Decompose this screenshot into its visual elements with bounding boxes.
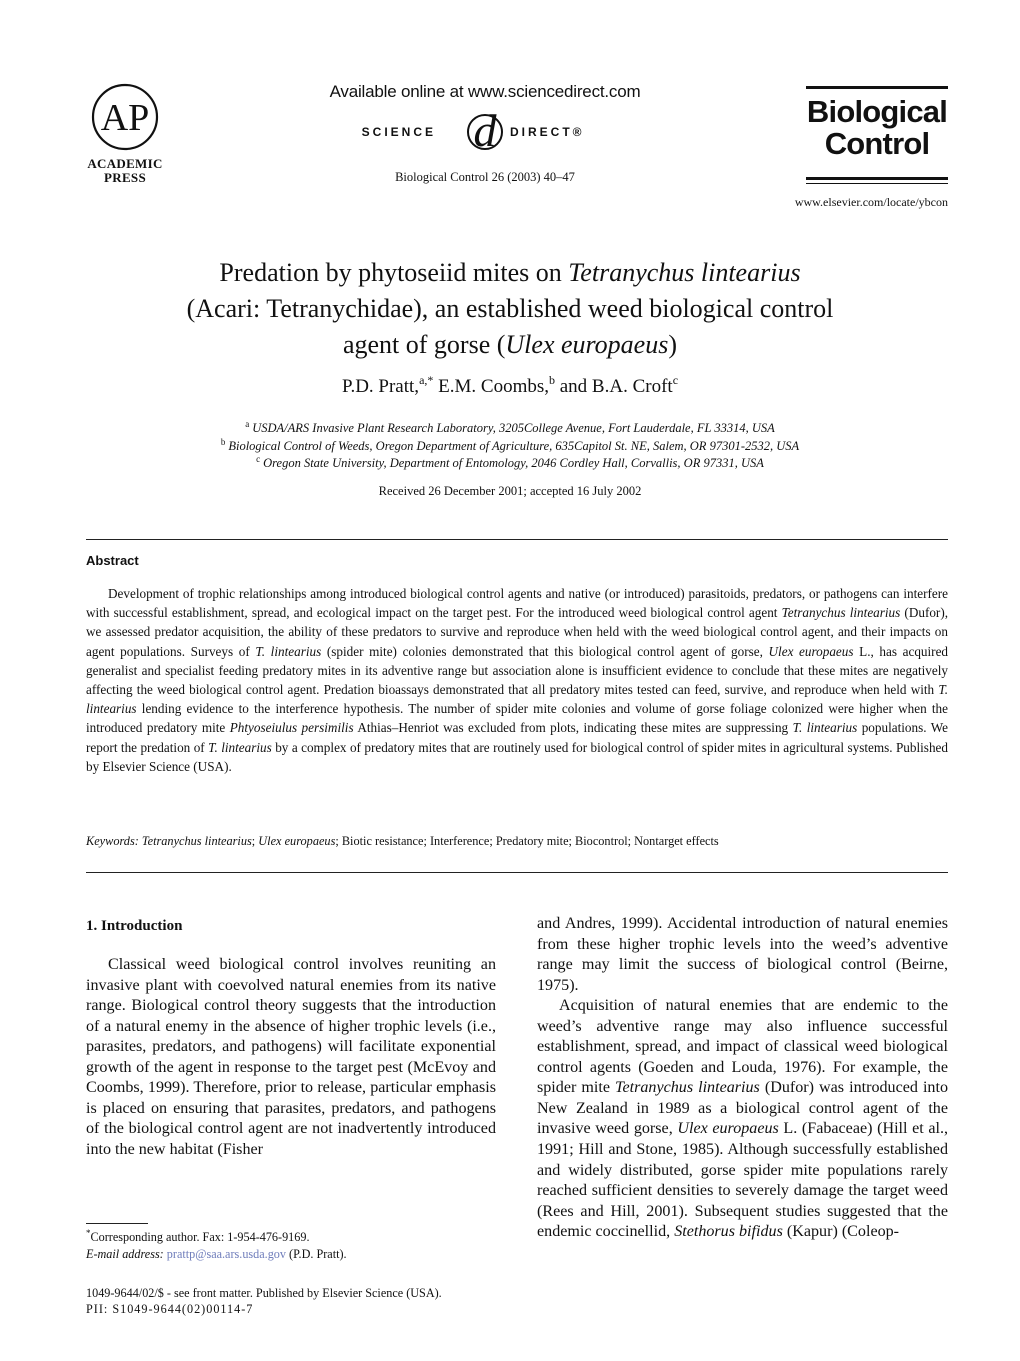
author-name: E.M. Coombs, xyxy=(438,376,549,397)
left-column xyxy=(86,914,496,1160)
affiliations xyxy=(86,420,934,473)
affiliation: $^b$ Biological Control of Weeds, Oregon Department of Agriculture, 635Capitol St. NE, Salem, OR 97301-2532, USA xyxy=(220,436,800,453)
keyword-list: ; Biotic resistance; Interference; Predatory mite; Biocontrol; Nontarget effects xyxy=(335,834,719,848)
keyword: Ulex europaeus xyxy=(258,834,336,848)
journal-title-rule-top xyxy=(806,86,948,89)
journal-title-line1: Biological xyxy=(806,94,948,129)
journal-title xyxy=(806,96,948,160)
front-matter-note: 1049-9644/02/$ - see front matter. Published by Elsevier Science (USA). xyxy=(86,1286,442,1300)
keywords: Keywords: Tetranychus lintearius; Ulex europaeus; Biotic resistance; Interference; Predatory mite; Biocontrol; Nontarget effects xyxy=(86,834,719,848)
author-name: P.D. Pratt, xyxy=(341,376,420,397)
right-column xyxy=(537,914,948,1243)
journal-reference: Biological Control 26 (2003) 40–47 xyxy=(395,170,575,184)
available-online-text: Available online at www.sciencedirect.com xyxy=(329,82,641,101)
svg-text:AP: AP xyxy=(100,97,150,139)
article-title xyxy=(86,255,934,363)
affiliation: $^c$ Oregon State University, Department of Entomology, 2046 Cordley Hall, Corvallis, OR 97331, USA xyxy=(256,454,764,470)
author-affil-mark[interactable]: c xyxy=(672,373,679,387)
paragraph: Classical weed biological control involves reuniting an invasive plant with coevolved natural enemies from its native range. Biological control theory suggests that the introduction of a natural enemy in the absence of higher trophic levels (i.e., parasites, predators, and pathogens) will facilitate exponential growth of the agent in response to the target pest (McEvoy and Coombs, 1999). Therefore, prior to release, particular emphasis is placed on ensuring that parasites, predators, and pathogens of the biological control agent are not inadvertently introduced into the new habitat (Fisher xyxy=(86,956,496,1158)
abstract-heading: Abstract xyxy=(86,553,139,568)
journal-title-rule-bottom xyxy=(806,177,948,180)
svg-text:SCIENCE: SCIENCE xyxy=(361,125,436,139)
sciencedirect-logo xyxy=(340,112,630,158)
paragraph: Acquisition of natural enemies that are endemic to the weed’s adventive range may also influence successful establishment, spread, and impact of classical weed biological control agents (Goeden and Louda, 1976). For example, the spider mite Tetranychus lintearius (Dufor) was introduced into New Zealand in 1989 as a biological control agent of the invasive weed gorse, Ulex europaeus L. (Fabaceae) (Hill et al., 1991; Hill and Stone, 1985). Although successfully established and widely distributed, gorse spider mite populations rarely reached sufficient densities to severely damage the target weed (Rees and Hill, 2001). Subsequent studies suggested that the endemic coccinellid, Stethorus bifidus (Kapur) (Coleop- xyxy=(537,997,949,1241)
svg-text:d: d xyxy=(473,112,497,156)
title-line-2: (Acari: Tetranychidae), an established weed biological control xyxy=(186,294,834,323)
paragraph: and Andres, 1999). Accidental introduction of natural enemies from these higher trophic levels into the weed’s adventive range may limit the success of biological control (Beirne, 1975). xyxy=(537,915,948,994)
received-dates: Received 26 December 2001; accepted 16 July 2002 xyxy=(378,484,642,498)
keyword: Tetranychus lintearius xyxy=(141,834,252,848)
author-list xyxy=(86,373,934,398)
abstract-text: Development of trophic relationships among introduced biological control agents and native (or introduced) parasitoids, predators, or pathogens can interfere with successful establishment, spread, and ecological impact on the target pest. For the introduced weed biological control agent Tetranychus lintearius (Dufor), we assessed predator acquisition, the ability of these predators to survive and reproduce when held with the weed biological control agent, and their impacts on agent populations. Surveys of T. lintearius (spider mite) colonies demonstrated that this biological control agent of gorse, Ulex europaeus L., has acquired generalist and specialist feeding predatory mites in its adventive range but association alone is insufficient evidence to conclude that these mites are negatively affecting the weed biological control agent. Predation bioassays demonstrated that all predatory mites tested can feed, survive, and reproduce when held with T. lintearius lending evidence to the interference hypothesis. The number of spider mite colonies and volume of gorse foliage colonized were higher when the introduced predatory mite Phtyoseiulus persimilis Athias–Henriot was excluded from plots, indicating these mites are suppressing T. lintearius populations. We report the predation of T. lintearius by a complex of predatory mites that are routinely used for biological control of spider mites in agricultural systems. Published by Elsevier Science (USA). xyxy=(86,586,949,774)
email-note: E-mail address: prattp@saa.ars.usda.gov (P.D. Pratt). xyxy=(86,1247,347,1261)
publisher-name-line2: PRESS xyxy=(104,170,146,185)
affiliation: $^a$ USDA/ARS Invasive Plant Research Laboratory, 3205College Avenue, Fort Lauderdale, FL 33314, USA xyxy=(245,419,775,435)
divider xyxy=(86,539,948,540)
divider xyxy=(86,872,948,873)
author-affil-mark[interactable]: b xyxy=(549,373,555,387)
corresponding-author-note: *Corresponding author. Fax: 1-954-476-9169. xyxy=(86,1228,310,1244)
publisher-name xyxy=(78,157,172,185)
journal-title-rule-bottom-thin xyxy=(806,183,948,184)
journal-title-line2: Control xyxy=(824,126,930,161)
email-link[interactable]: prattp@saa.ars.usda.gov xyxy=(166,1247,286,1261)
author-affil-mark[interactable]: a,* xyxy=(419,373,434,387)
section-heading: 1. Introduction xyxy=(86,918,183,934)
keywords-label: Keywords: xyxy=(86,834,139,848)
journal-url-link[interactable]: www.elsevier.com/locate/ybcon xyxy=(794,195,948,209)
footnote-rule xyxy=(86,1223,148,1224)
author-name: and B.A. Croft xyxy=(559,376,673,397)
email-label: E-mail address: xyxy=(86,1247,164,1261)
title-line-1: Predation by phytoseiid mites on Tetranychus lintearius xyxy=(219,258,801,287)
svg-text:DIRECT®: DIRECT® xyxy=(510,125,585,139)
academic-press-logo xyxy=(90,82,160,152)
pii-identifier: PII: S1049-9644(02)00114-7 xyxy=(86,1302,254,1316)
title-line-3: agent of gorse (Ulex europaeus) xyxy=(342,330,678,359)
publisher-name-line1: ACADEMIC xyxy=(87,156,163,171)
